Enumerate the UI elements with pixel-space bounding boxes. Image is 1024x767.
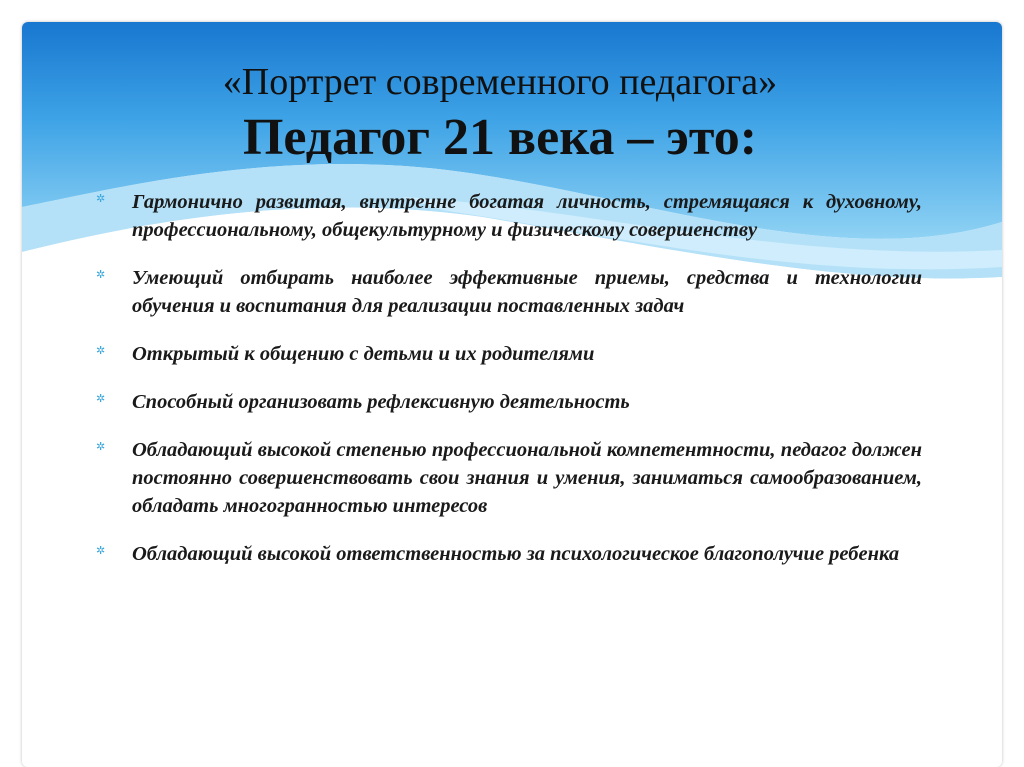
subtitle: «Портрет современного педагога» (222, 61, 778, 103)
asterisk-bullet-icon: ✲ (96, 392, 106, 405)
asterisk-bullet-icon: ✲ (96, 268, 106, 281)
list-item-text: Умеющий отбирать наиболее эффективные приемы, средства и технологии обучения и воспитания для реализации поставленных задач (132, 267, 922, 317)
asterisk-bullet-icon: ✲ (96, 544, 106, 557)
list-item-text: Гармонично развитая, внутренне богатая личность, стремящаяся к духовному, профессиональному, общекультурному и физическому совершенству (132, 191, 922, 241)
slide (22, 22, 1002, 767)
bullet-list (92, 188, 922, 588)
list-item-text: Способный организовать рефлексивную деятельность (132, 391, 630, 413)
list-item-text: Открытый к общению с детьми и их родителями (132, 343, 595, 365)
page-title: Педагог 21 века – это: (242, 109, 758, 166)
list-item-text: Обладающий высокой ответственностью за психологическое благополучие ребенка (132, 543, 900, 565)
list-item (92, 540, 922, 568)
list-item (92, 388, 922, 416)
asterisk-bullet-icon: ✲ (96, 440, 106, 453)
list-item-text: Обладающий высокой степенью профессиональной компетентности, педагог должен постоянно совершенствовать свои знания и умения, заниматься самообразованием, обладать многогранностью интересов (132, 439, 922, 517)
list-item (92, 340, 922, 368)
list-item (92, 264, 922, 320)
list-item (92, 436, 922, 520)
asterisk-bullet-icon: ✲ (96, 192, 106, 205)
list-item (92, 188, 922, 244)
asterisk-bullet-icon: ✲ (96, 344, 106, 357)
